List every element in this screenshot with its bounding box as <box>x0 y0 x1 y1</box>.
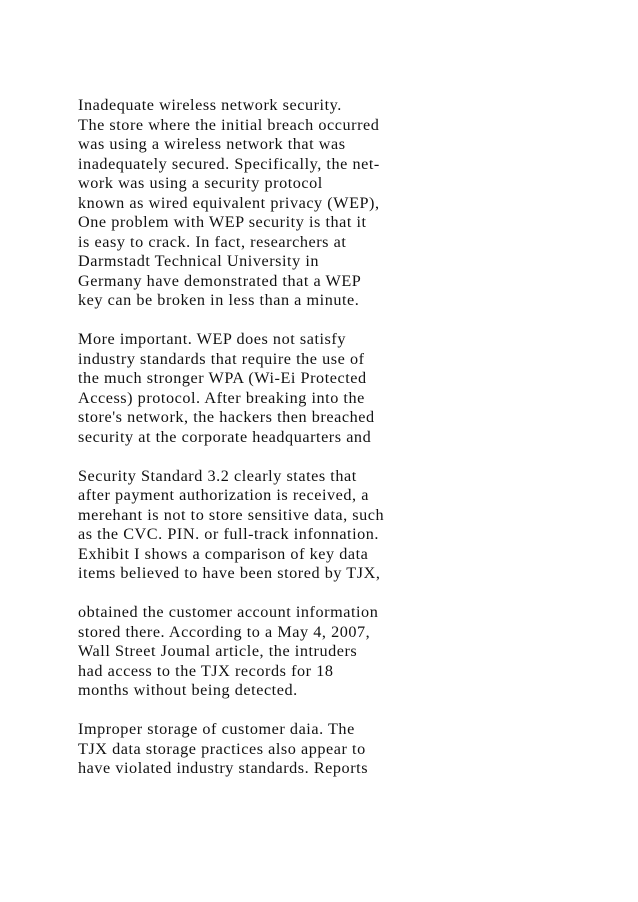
text-line: security at the corporate headquarters and <box>78 427 372 446</box>
document-page <box>78 96 618 779</box>
text-line: inadequately secured. Specifically, the net- <box>78 154 380 173</box>
text-line: The store where the initial breach occurred <box>78 115 380 134</box>
text-line: have violated industry standards. Reports <box>78 759 369 777</box>
paragraph-improper-storage <box>78 720 618 779</box>
text-line: was using a wireless network that was <box>78 135 346 153</box>
paragraph-security-standard <box>78 467 618 584</box>
text-line: as the CVC. PIN. or full-track infonnation. <box>78 525 380 543</box>
text-line: Exhibit I shows a comparison of key data <box>78 544 369 563</box>
paragraph-spacer <box>78 701 618 721</box>
text-line: More important. WEP does not satisfy <box>78 330 346 348</box>
text-line: the much stronger WPA (Wi-Ei Protected <box>78 369 367 387</box>
text-line: One problem with WEP security is that it <box>78 213 367 231</box>
text-line: store's network, the hackers then breached <box>78 408 375 426</box>
text-line: after payment authorization is received, a <box>78 486 369 504</box>
text-line: Wall Street Joumal article, the intruders <box>78 642 358 660</box>
text-line: Germany have demonstrated that a WEP <box>78 271 362 290</box>
text-line: months without being detected. <box>78 681 298 699</box>
text-line: Improper storage of customer daia. The <box>78 720 355 738</box>
text-line: stored there. According to a May 4, 2007, <box>78 622 371 641</box>
text-line: Security Standard 3.2 clearly states that <box>78 466 357 485</box>
text-line: Darmstadt Technical University in <box>78 252 320 270</box>
paragraph-wireless-security <box>78 96 618 311</box>
text-line: items believed to have been stored by TJX, <box>78 564 381 582</box>
text-line: known as wired equivalent privacy (WEP), <box>78 193 380 212</box>
text-line: Inadequate wireless network security. <box>78 96 342 114</box>
text-line: Access) protocol. After breaking into the <box>78 388 365 407</box>
text-line: industry standards that require the use of <box>78 349 365 368</box>
paragraph-wep-standards <box>78 330 618 447</box>
text-line: obtained the customer account information <box>78 603 379 621</box>
text-line: merehant is not to store sensitive data, such <box>78 505 385 524</box>
paragraph-account-information <box>78 603 618 701</box>
paragraph-spacer <box>78 447 618 467</box>
text-line: TJX data storage practices also appear to <box>78 739 366 758</box>
text-line: key can be broken in less than a minute. <box>78 291 360 309</box>
paragraph-spacer <box>78 584 618 604</box>
text-line: had access to the TJX records for 18 <box>78 661 334 680</box>
text-line: is easy to crack. In fact, researchers at <box>78 232 347 251</box>
text-line: work was using a security protocol <box>78 174 323 192</box>
paragraph-spacer <box>78 311 618 331</box>
